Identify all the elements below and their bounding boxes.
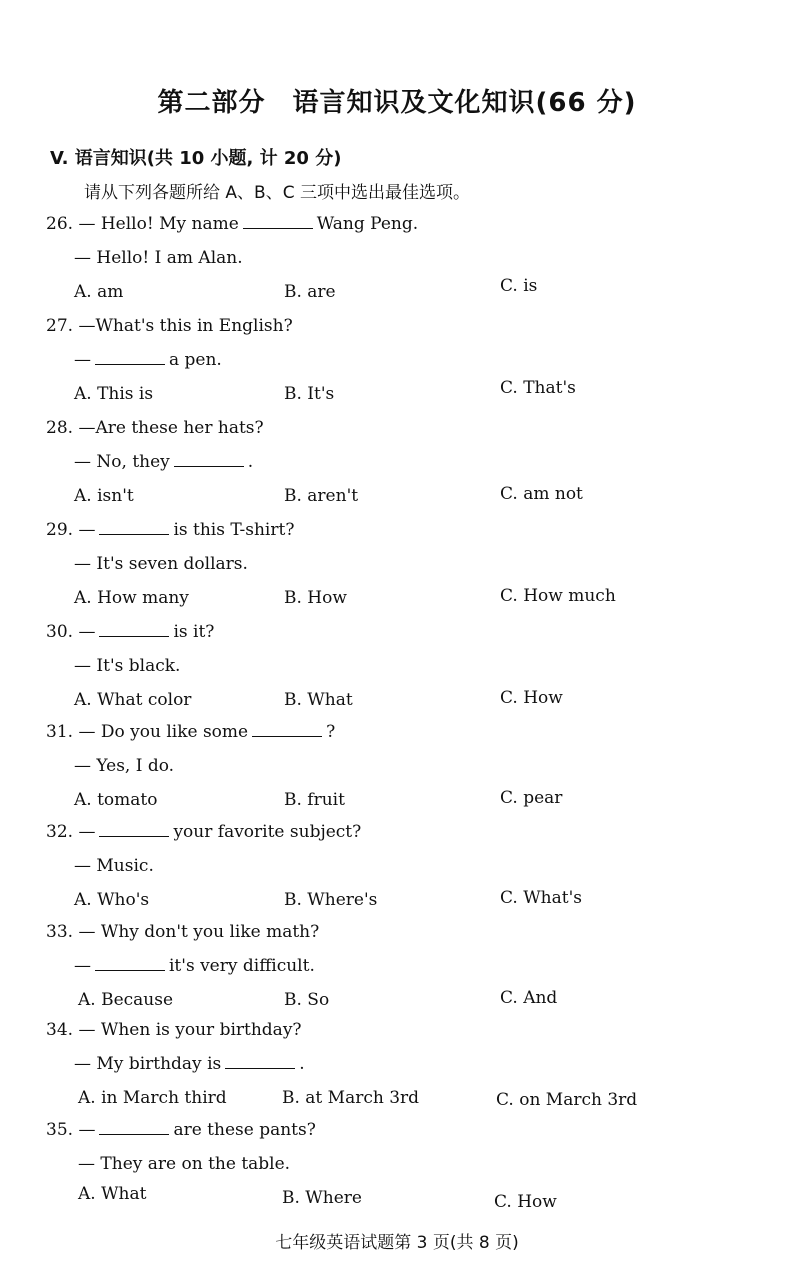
answer-blank	[99, 835, 169, 837]
option-b: B. It's	[284, 384, 335, 404]
response-line: — Hello! I am Alan.	[74, 248, 243, 268]
question-30	[0, 622, 794, 724]
option-b: B. Where's	[284, 890, 378, 910]
question-number: 34.	[46, 1020, 74, 1040]
option-c: C. That's	[500, 378, 576, 398]
response-line: — They are on the table.	[78, 1154, 291, 1174]
option-b: B. at March 3rd	[282, 1088, 420, 1108]
option-c: C. How	[494, 1192, 557, 1212]
option-a: A. This is	[74, 384, 154, 404]
response-line: — It's black.	[74, 656, 181, 676]
option-b: B. Where	[282, 1188, 362, 1208]
question-text-after: your favorite subject?	[173, 822, 362, 842]
instruction-text: 请从下列各题所给 A、B、C 三项中选出最佳选项。	[84, 183, 470, 203]
question-28	[0, 418, 794, 520]
option-b: B. are	[284, 282, 336, 302]
question-29	[0, 520, 794, 622]
question-text: —What's this in English?	[78, 316, 293, 336]
answer-blank	[243, 227, 313, 229]
question-number: 26.	[46, 214, 74, 234]
question-number: 35.	[46, 1120, 74, 1140]
question-27	[0, 316, 794, 418]
question-31	[0, 722, 794, 824]
option-c: C. am not	[500, 484, 583, 504]
response-text: — No, they	[74, 452, 170, 472]
question-text-after: are these pants?	[173, 1120, 316, 1140]
question-text: —Are these her hats?	[78, 418, 264, 438]
question-35	[0, 1120, 794, 1222]
response-text-after: .	[299, 1054, 305, 1074]
question-text: —	[78, 520, 96, 540]
option-a: A. What color	[74, 690, 192, 710]
response-text-after: a pen.	[169, 350, 222, 370]
option-b: B. fruit	[284, 790, 345, 810]
response-line: — Music.	[74, 856, 154, 876]
question-26	[0, 214, 794, 316]
option-a: A. How many	[74, 588, 189, 608]
answer-blank	[225, 1067, 295, 1069]
question-text: —	[78, 1120, 96, 1140]
option-a: A. Who's	[74, 890, 150, 910]
question-33	[0, 922, 794, 1024]
question-text: — When is your birthday?	[78, 1020, 302, 1040]
option-a: A. Because	[78, 990, 174, 1010]
answer-blank	[252, 735, 322, 737]
question-number: 30.	[46, 622, 74, 642]
section-title: V. 语言知识(共 10 小题, 计 20 分)	[50, 148, 342, 169]
part-title: 第二部分 语言知识及文化知识(66 分)	[157, 88, 637, 118]
question-number: 31.	[46, 722, 74, 742]
question-text-after: ?	[326, 722, 336, 742]
answer-blank	[95, 969, 165, 971]
question-number: 28.	[46, 418, 74, 438]
option-b: B. So	[284, 990, 330, 1010]
response-line: — It's seven dollars.	[74, 554, 248, 574]
option-c: C. And	[500, 988, 558, 1008]
question-number: 29.	[46, 520, 74, 540]
option-b: B. What	[284, 690, 353, 710]
question-text: — Do you like some	[78, 722, 249, 742]
question-number: 32.	[46, 822, 74, 842]
option-b: B. aren't	[284, 486, 359, 506]
question-text: —	[78, 822, 96, 842]
response-text: — My birthday is	[74, 1054, 222, 1074]
response-text-after: .	[247, 452, 254, 472]
question-number: 33.	[46, 922, 74, 942]
option-a: A. What	[78, 1184, 147, 1204]
question-text: — Hello! My name	[78, 214, 239, 234]
option-a: A. tomato	[74, 790, 158, 810]
question-34	[0, 1020, 794, 1122]
option-a: A. in March third	[78, 1088, 227, 1108]
answer-blank	[99, 635, 169, 637]
response-text: —	[74, 956, 91, 976]
option-c: C. What's	[500, 888, 582, 908]
answer-blank	[99, 1133, 169, 1135]
question-text: — Why don't you like math?	[78, 922, 320, 942]
option-c: C. How	[500, 688, 563, 708]
option-a: A. isn't	[74, 486, 134, 506]
question-32	[0, 822, 794, 924]
page-footer: 七年级英语试题第 3 页(共 8 页)	[275, 1233, 519, 1253]
option-c: C. is	[500, 276, 538, 296]
question-text-after: Wang Peng.	[316, 214, 419, 234]
option-a: A. am	[74, 282, 124, 302]
answer-blank	[174, 465, 244, 467]
response-text: —	[74, 350, 91, 370]
question-text: —	[78, 622, 96, 642]
response-line: — Yes, I do.	[74, 756, 175, 776]
option-c: C. on March 3rd	[496, 1090, 638, 1110]
answer-blank	[99, 533, 169, 535]
question-text-after: is it?	[173, 622, 215, 642]
option-c: C. pear	[500, 788, 563, 808]
response-text-after: it's very difficult.	[169, 956, 315, 976]
question-number: 27.	[46, 316, 74, 336]
option-b: B. How	[284, 588, 347, 608]
answer-blank	[95, 363, 165, 365]
option-c: C. How much	[500, 586, 616, 606]
question-text-after: is this T-shirt?	[173, 520, 295, 540]
